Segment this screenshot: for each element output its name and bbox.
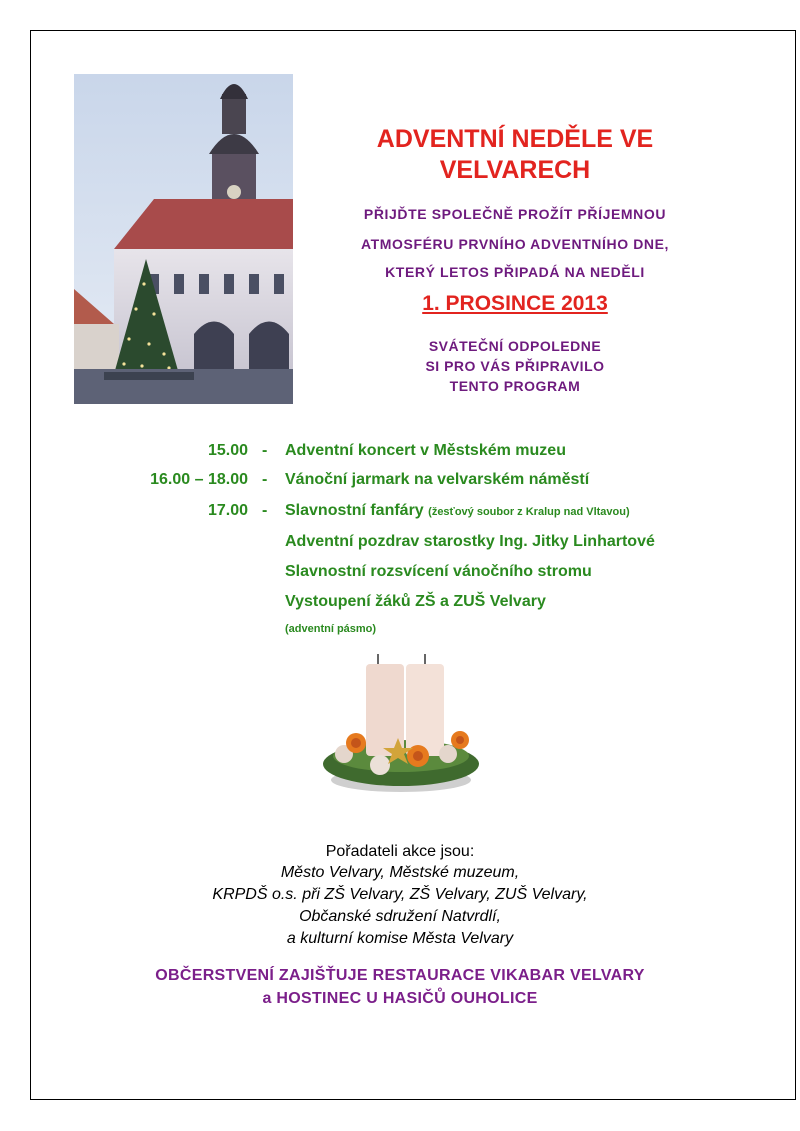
intro-line: PŘIJĎTE SPOLEČNĚ PROŽÍT PŘÍJEMNOU: [363, 206, 667, 222]
program-time: 17.00: [207, 502, 248, 519]
program-note: (adventní pásmo): [285, 623, 377, 635]
intro-line: KTERÝ LETOS PŘIPADÁ NA NEDĚLI: [385, 264, 645, 280]
program-intro-line: SVÁTEČNÍ ODPOLEDNE: [428, 338, 602, 354]
organizer-line: Město Velvary, Městské muzeum,: [280, 864, 520, 881]
organizer-line: KRPDŠ o.s. při ZŠ Velvary, ZŠ Velvary, ZUŠ Velvary,: [212, 886, 588, 903]
program-time: 15.00: [207, 442, 248, 459]
organizer-line: Občanské sdružení Natvrdlí,: [299, 908, 501, 925]
program-dash: -: [262, 502, 268, 519]
program-intro-line: SI PRO VÁS PŘIPRAVILO: [425, 358, 605, 374]
program-intro-line: TENTO PROGRAM: [449, 378, 581, 394]
refreshment-line: OBČERSTVENÍ ZAJIŠŤUJE RESTAURACE VIKABAR VELVARY: [155, 967, 645, 984]
organizer-line: a kulturní komise Města Velvary: [286, 930, 514, 947]
program-item: Adventní koncert v Městském muzeu: [285, 442, 566, 459]
program-item: Adventní pozdrav starostky Ing. Jitky Linhartové: [285, 533, 655, 550]
program-item: Vánoční jarmark na velvarském náměstí: [285, 471, 590, 488]
title-line-1: ADVENTNÍ NEDĚLE VE: [376, 125, 654, 153]
program-dash: -: [262, 471, 268, 488]
advent-wreath-image: [318, 642, 484, 797]
program-dash: -: [262, 442, 268, 459]
organizers-heading: Pořadateli akce jsou:: [325, 843, 475, 860]
intro-line: ATMOSFÉRU PRVNÍHO ADVENTNÍHO DNE,: [360, 236, 670, 252]
title-line-2: VELVARECH: [439, 156, 591, 184]
program-time: 16.00 – 18.00: [150, 471, 248, 488]
refreshment-line: a HOSTINEC U HASIČŮ OUHOLICE: [262, 990, 538, 1007]
town-hall-photo: [74, 74, 293, 404]
program-item-text: Slavnostní fanfáry: [285, 502, 424, 519]
program-item: Vystoupení žáků ZŠ a ZUŠ Velvary: [285, 593, 546, 610]
event-date: 1. PROSINCE 2013: [422, 292, 608, 315]
program-item-note: (žesťový soubor z Kralup nad Vltavou): [428, 506, 630, 518]
program-item: Slavnostní rozsvícení vánočního stromu: [285, 563, 592, 580]
program-item: [285, 502, 630, 520]
